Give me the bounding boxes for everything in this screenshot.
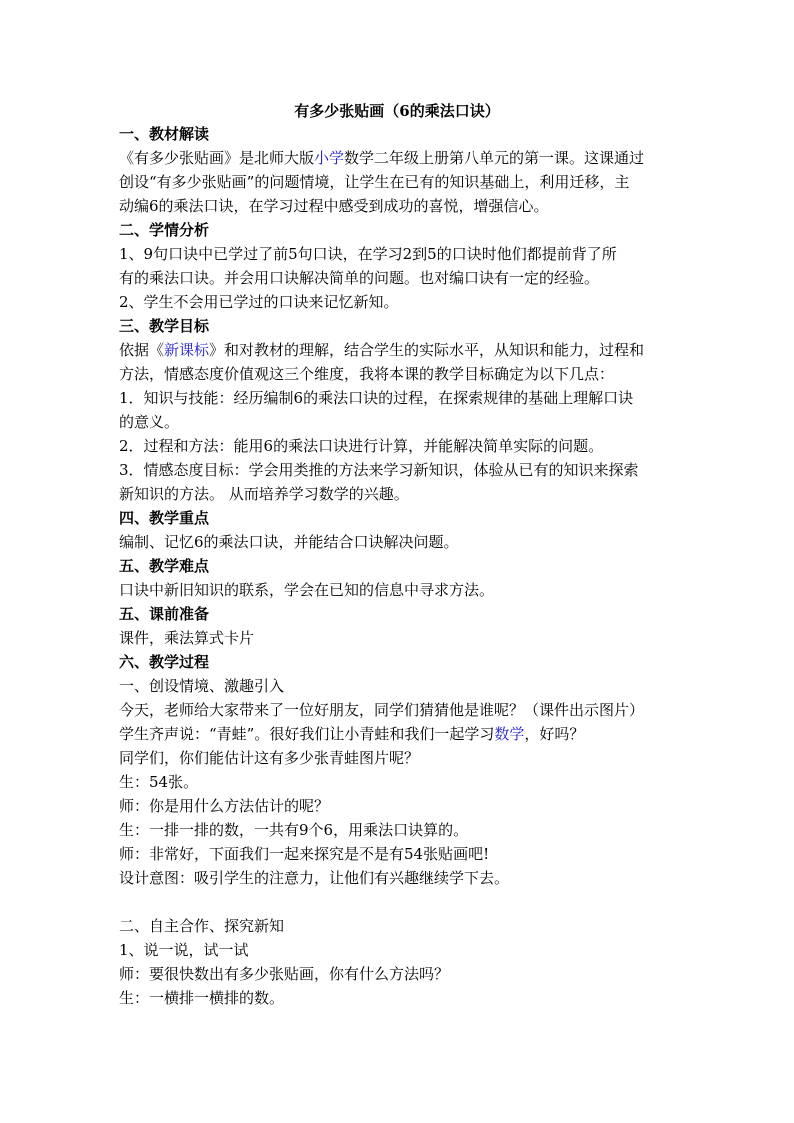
paragraph-line: 方法，情感态度价值观这三个维度，我将本课的教学目标确定为以下几点： (119, 365, 615, 383)
paragraph-line: 二、自主合作、探究新知 (119, 917, 285, 935)
text-span: 《有多少张贴画》是北师大版 (119, 149, 315, 167)
paragraph-line: 师：你是用什么方法估计的呢？ (119, 797, 330, 815)
paragraph-line: 设计意图：吸引学生的注意力，让他们有兴趣继续学下去。 (119, 869, 510, 887)
section-heading: 三、教学目标 (119, 317, 210, 335)
section-heading: 四、教学重点 (119, 509, 210, 527)
paragraph-line: 师：非常好，下面我们一起来探究是不是有54张贴画吧! (119, 845, 490, 863)
section-heading: 五、课前准备 (119, 605, 210, 623)
text-span: 依据《 (119, 341, 165, 359)
paragraph-line (119, 146, 679, 170)
paragraph-line: 3．情感态度目标：学会用类推的方法来学习新知识，体验从已有的知识来探索 (119, 461, 639, 479)
text-span: 数学二年级上册第八单元的第一课。这课通过 (344, 149, 645, 167)
paragraph-line (119, 338, 679, 362)
paragraph-line: 有的乘法口诀。并会用口诀解决简单的问题。也对编口诀有一定的经验。 (119, 269, 600, 287)
paragraph-line: 2．过程和方法：能用6的乘法口诀进行计算，并能解决简单实际的问题。 (119, 437, 604, 455)
text-span: 学生齐声说：“青蛙”。很好我们让小青蛙和我们一起学习 (119, 725, 495, 743)
paragraph-line: 新知识的方法。 从而培养学习数学的兴趣。 (119, 485, 409, 503)
paragraph-line: 生：54张。 (119, 773, 199, 791)
paragraph-line: 1．知识与技能：经历编制6的乘法口诀的过程，在探索规律的基础上理解口诀 (119, 389, 634, 407)
document-title: 有多少张贴画（6的乘法口诀） (294, 102, 500, 120)
text-link[interactable]: 新课标 (164, 341, 210, 359)
section-heading: 五、教学难点 (119, 557, 210, 575)
paragraph-line: 动编6的乘法口诀，在学习过程中感受到成功的喜悦，增强信心。 (119, 197, 549, 215)
text-span: 》和对教材的理解，结合学生的实际水平，从知识和能力，过程和 (209, 341, 645, 359)
paragraph-line: 课件，乘法算式卡片 (119, 629, 255, 647)
section-heading: 一、教材解读 (119, 125, 210, 143)
paragraph-line: 的意义。 (119, 413, 180, 431)
section-heading: 二、学情分析 (119, 221, 210, 239)
paragraph-line: 同学们，你们能估计这有多少张青蛙图片呢？ (119, 749, 420, 767)
paragraph-line (119, 722, 679, 746)
document-body (119, 122, 679, 1010)
paragraph-line: 1、9句口诀中已学过了前5句口诀，在学习2到5的口诀时他们都提前背了所 (119, 245, 617, 263)
paragraph-line: 今天，老师给大家带来了一位好朋友，同学们猜猜他是谁呢？（课件出示图片） (119, 701, 645, 719)
text-link[interactable]: 数学 (494, 725, 525, 743)
section-heading: 六、教学过程 (119, 653, 210, 671)
blank-line (119, 890, 679, 914)
paragraph-line: 师：要很快数出有多少张贴画，你有什么方法吗？ (119, 965, 450, 983)
paragraph-line: 2、学生不会用已学过的口诀来记忆新知。 (119, 293, 399, 311)
paragraph-line: 1、说一说，试一试 (119, 941, 249, 959)
paragraph-line: 一、创设情境、激趣引入 (119, 677, 285, 695)
paragraph-line: 创设“有多少张贴画”的问题情境，让学生在已有的知识基础上，利用迁移，主 (119, 173, 630, 191)
paragraph-line: 生：一排一排的数，一共有9个6，用乘法口诀算的。 (119, 821, 469, 839)
text-link[interactable]: 小学 (314, 149, 345, 167)
paragraph-line: 编制、记忆6的乘法口诀，并能结合口诀解决问题。 (119, 533, 459, 551)
paragraph-line: 生：一横排一横排的数。 (119, 989, 285, 1007)
paragraph-line: 口诀中新旧知识的联系，学会在已知的信息中寻求方法。 (119, 581, 495, 599)
text-span: ，好吗？ (524, 725, 585, 743)
